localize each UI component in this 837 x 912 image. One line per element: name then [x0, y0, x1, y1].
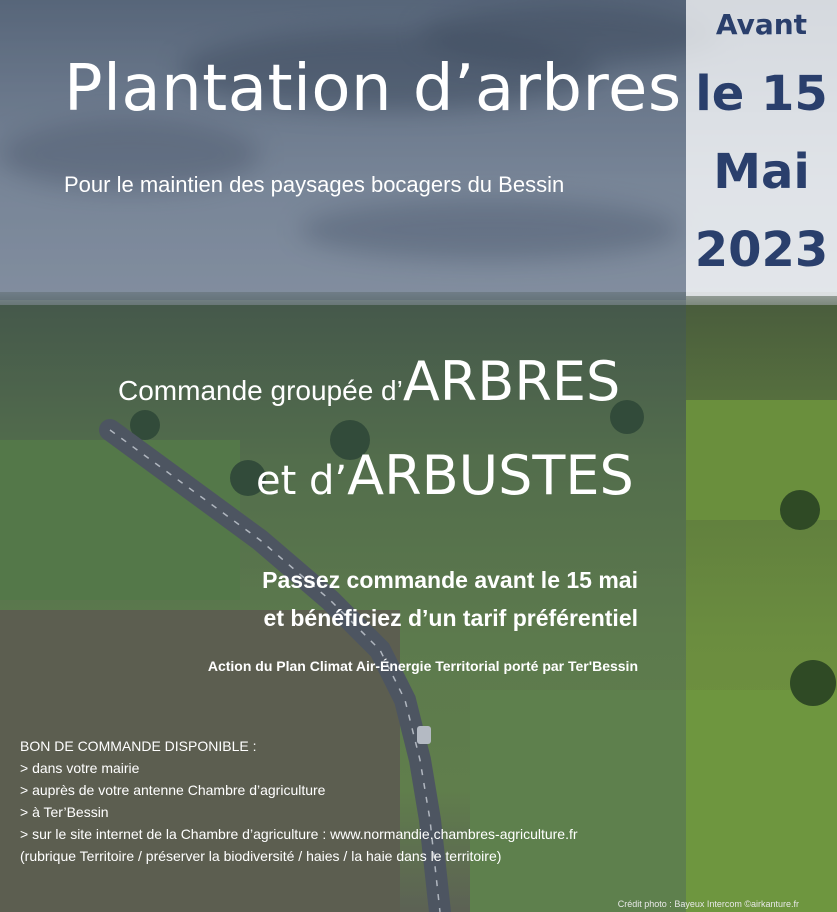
headline-line-2 [256, 444, 634, 507]
order-item: > à Ter’Bessin [20, 804, 109, 820]
date-line-3: Mai [713, 144, 810, 200]
action-note: Action du Plan Climat Air-Énergie Territorial porté par Ter'Bessin [207, 658, 638, 674]
order-item: (rubrique Territoire / préserver la biodiversité / haies / la haie dans le territoire) [20, 848, 502, 864]
subtitle: Pour le maintien des paysages bocagers du Bessin [64, 172, 565, 197]
date-line-4: 2023 [694, 222, 829, 278]
order-info [20, 735, 578, 867]
headline-big-2: ARBUSTES [347, 444, 634, 507]
order-item: > auprès de votre antenne Chambre d’agriculture [20, 782, 326, 798]
headline-small-2: et d’ [256, 458, 348, 504]
photo-credit: Crédit photo : Bayeux Intercom ©airkanture.fr [617, 899, 799, 909]
order-item: > dans votre mairie [20, 760, 140, 776]
order-item-website[interactable]: > sur le site internet de la Chambre d’agriculture : www.normandie.chambres-agriculture.fr [20, 826, 578, 842]
headline-big-1: ARBRES [402, 350, 621, 413]
order-heading: BON DE COMMANDE DISPONIBLE : [20, 738, 257, 754]
page-title: Plantation d’arbres [64, 52, 682, 126]
date-line-1: Avant [715, 8, 808, 41]
offer-line-2: et bénéficiez d’un tarif préférentiel [263, 605, 638, 631]
date-line-2: le 15 [695, 66, 828, 122]
offer-line-1: Passez commande avant le 15 mai [262, 567, 638, 593]
headline-small-1: Commande groupée d’ [118, 375, 403, 406]
headline-line-1 [118, 350, 620, 413]
